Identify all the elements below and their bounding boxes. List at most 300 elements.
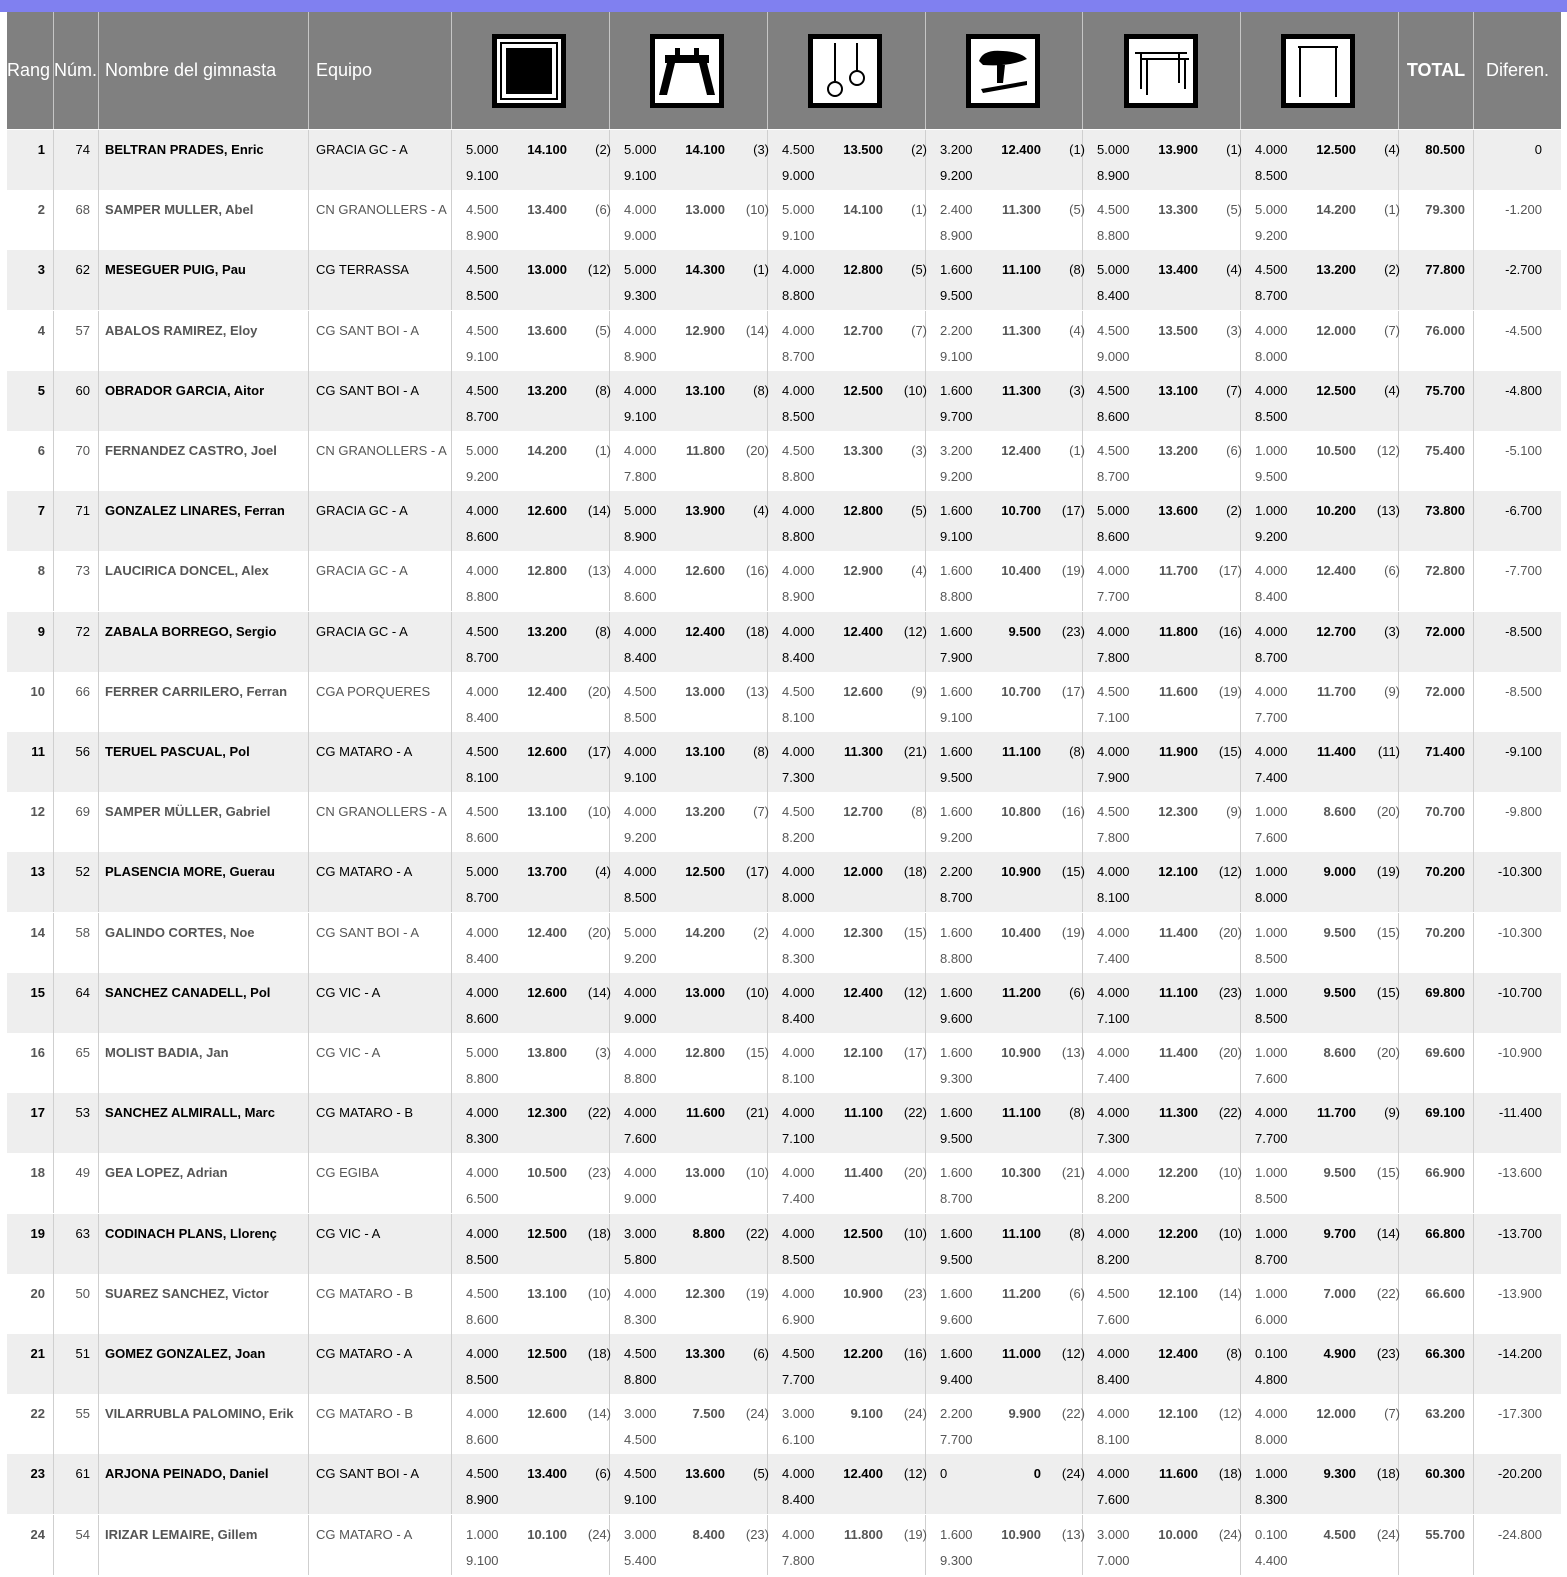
event-position: (8) (1069, 744, 1085, 759)
event-position: (1) (753, 262, 769, 278)
event-position: (24) (903, 1406, 927, 1422)
column-divider (1240, 1454, 1241, 1514)
column-divider (53, 1153, 54, 1213)
event-score: 11.700 (1158, 563, 1198, 579)
header-divider (1082, 12, 1083, 129)
difference-cell: -17.300 (1497, 1406, 1542, 1422)
pommel-horse-icon (650, 34, 724, 108)
team-cell: CG MATARO - A (316, 744, 413, 759)
column-divider (925, 852, 926, 912)
difficulty-score: 1.600 (940, 1346, 973, 1361)
column-divider (609, 913, 610, 973)
event-position: (13) (1061, 1045, 1085, 1060)
difficulty-score: 4.000 (1097, 1406, 1130, 1422)
rank-cell: 22 (30, 1406, 45, 1422)
column-divider (767, 1214, 768, 1274)
execution-score: 7.800 (1097, 649, 1130, 665)
number-cell: 62 (75, 262, 90, 278)
column-divider (98, 852, 99, 912)
table-row (7, 1394, 1561, 1454)
execution-score: 8.900 (466, 228, 499, 244)
event-position: (18) (587, 1225, 611, 1241)
event-position: (6) (1226, 443, 1242, 458)
event-score: 12.100 (1158, 1406, 1198, 1422)
difficulty-score: 5.000 (466, 443, 499, 458)
rank-cell: 20 (30, 1285, 45, 1301)
difficulty-score: 4.000 (1097, 1165, 1130, 1181)
event-score: 13.300 (685, 1346, 725, 1361)
event-score: 13.600 (527, 322, 567, 338)
execution-score: 4.800 (1255, 1372, 1288, 1387)
difficulty-score: 4.000 (624, 1045, 657, 1060)
gymnast-name-cell: CODINACH PLANS, Llorenç (105, 1225, 277, 1241)
difficulty-score: 4.500 (466, 623, 499, 639)
event-position: (14) (1376, 1225, 1400, 1241)
event-position: (8) (1069, 1105, 1085, 1121)
execution-score: 8.500 (624, 890, 657, 906)
total-score-cell: 70.200 (1425, 864, 1465, 880)
column-divider (609, 1093, 610, 1153)
event-position: (24) (1218, 1526, 1242, 1542)
rank-cell: 11 (31, 744, 45, 759)
difference-cell: -9.800 (1505, 804, 1542, 820)
difficulty-score: 4.000 (782, 1466, 815, 1482)
execution-score: 8.500 (782, 1251, 815, 1267)
event-position: (20) (1218, 924, 1242, 940)
execution-score: 7.300 (1097, 1131, 1130, 1147)
column-divider (98, 190, 99, 250)
gymnast-name-cell: OBRADOR GARCIA, Aitor (105, 382, 265, 398)
difficulty-score: 4.000 (1097, 1045, 1130, 1060)
event-score: 10.500 (527, 1165, 567, 1181)
column-divider (308, 1153, 309, 1213)
column-divider (1398, 1454, 1399, 1514)
event-score: 12.100 (1158, 864, 1198, 880)
column-divider (925, 1214, 926, 1274)
gymnast-name-cell: MOLIST BADIA, Jan (105, 1045, 229, 1060)
difficulty-score: 4.000 (1255, 1105, 1288, 1121)
execution-score: 7.600 (1255, 830, 1288, 846)
team-cell: CN GRANOLLERS - A (316, 804, 447, 820)
rank-cell: 1 (37, 142, 45, 157)
difficulty-score: 4.000 (624, 1165, 657, 1181)
column-divider (53, 130, 54, 190)
execution-score: 9.100 (940, 709, 973, 725)
event-position: (21) (745, 1105, 769, 1121)
execution-score: 8.000 (782, 890, 815, 906)
difference-cell: -13.600 (1497, 1165, 1542, 1181)
difficulty-score: 4.000 (1255, 142, 1288, 157)
event-position: (6) (595, 1466, 611, 1482)
event-position: (24) (1061, 1466, 1085, 1482)
event-position: (7) (1384, 322, 1400, 338)
event-score: 13.000 (685, 984, 725, 1000)
column-divider (451, 1515, 452, 1575)
event-score: 13.200 (1316, 262, 1356, 278)
difficulty-score: 4.500 (466, 262, 499, 278)
execution-score: 6.900 (782, 1311, 815, 1327)
difficulty-score: 1.600 (940, 503, 973, 519)
column-divider (1240, 1093, 1241, 1153)
column-divider (925, 431, 926, 491)
number-cell: 56 (75, 744, 90, 759)
column-divider (98, 612, 99, 672)
difficulty-score: 3.000 (782, 1406, 815, 1422)
team-cell: CG TERRASSA (316, 262, 409, 278)
number-cell: 53 (75, 1105, 90, 1121)
execution-score: 8.600 (624, 589, 657, 605)
event-score: 13.000 (685, 1165, 725, 1181)
execution-score: 8.400 (1255, 589, 1288, 605)
difference-cell: -10.300 (1497, 864, 1542, 880)
event-score: 12.000 (1316, 322, 1356, 338)
difficulty-score: 2.400 (940, 202, 973, 218)
event-score: 13.400 (527, 202, 567, 218)
column-divider (1240, 973, 1241, 1033)
event-position: (16) (1218, 623, 1242, 639)
difference-cell: -10.300 (1497, 924, 1542, 940)
execution-score: 9.100 (624, 168, 657, 183)
event-position: (3) (1069, 382, 1085, 398)
rank-cell: 2 (37, 202, 45, 218)
event-position: (15) (1376, 924, 1400, 940)
event-position: (2) (1384, 262, 1400, 278)
event-score: 12.500 (1316, 142, 1356, 157)
column-divider (1398, 1153, 1399, 1213)
event-score: 11.100 (843, 1105, 883, 1121)
column-divider (1082, 913, 1083, 973)
execution-score: 8.400 (466, 709, 499, 725)
execution-score: 7.700 (1255, 709, 1288, 725)
execution-score: 6.500 (466, 1191, 499, 1207)
column-divider (925, 491, 926, 551)
difference-cell: -13.900 (1497, 1285, 1542, 1301)
table-row (7, 1153, 1561, 1213)
event-score: 12.500 (843, 1225, 883, 1241)
event-score: 14.300 (685, 262, 725, 278)
column-divider (1082, 491, 1083, 551)
event-score: 12.900 (843, 563, 883, 579)
column-divider (925, 190, 926, 250)
event-position: (23) (587, 1165, 611, 1181)
event-score: 13.000 (527, 262, 567, 278)
execution-score: 8.700 (1255, 288, 1288, 304)
column-divider (609, 973, 610, 1033)
difficulty-score: 4.000 (624, 1285, 657, 1301)
column-divider (451, 371, 452, 431)
difficulty-score: 1.000 (1255, 804, 1288, 820)
column-divider (1082, 1334, 1083, 1394)
total-score-cell: 73.800 (1425, 503, 1465, 519)
difficulty-score: 3.000 (1097, 1526, 1130, 1542)
team-cell: CG SANT BOI - A (316, 924, 420, 940)
table-row (7, 1515, 1561, 1575)
event-position: (23) (903, 1285, 927, 1301)
event-position: (4) (1069, 322, 1085, 338)
difficulty-score: 4.000 (624, 984, 657, 1000)
execution-score: 8.100 (1097, 1432, 1130, 1448)
event-position: (4) (1384, 142, 1400, 157)
event-score: 13.300 (1158, 202, 1198, 218)
difficulty-score: 5.000 (782, 202, 815, 218)
column-divider (1398, 1334, 1399, 1394)
column-divider (1240, 311, 1241, 371)
column-divider (1240, 371, 1241, 431)
event-score: 12.400 (1001, 142, 1041, 157)
event-score: 13.600 (685, 1466, 725, 1482)
difficulty-score: 4.000 (624, 563, 657, 579)
gymnast-name-cell: SAMPER MULLER, Abel (105, 202, 254, 218)
event-position: (19) (1061, 924, 1085, 940)
event-score: 10.400 (1001, 563, 1041, 579)
column-divider (767, 431, 768, 491)
rank-cell: 18 (30, 1165, 45, 1181)
gymnast-name-cell: BELTRAN PRADES, Enric (105, 142, 264, 157)
event-position: (16) (903, 1346, 927, 1361)
difficulty-score: 1.600 (940, 984, 973, 1000)
header-divider (925, 12, 926, 129)
column-divider (767, 1153, 768, 1213)
difficulty-score: 4.000 (624, 744, 657, 759)
column-divider (767, 1033, 768, 1093)
number-cell: 68 (75, 202, 90, 218)
column-divider (609, 1274, 610, 1334)
event-position: (22) (903, 1105, 927, 1121)
difficulty-score: 5.000 (624, 924, 657, 940)
team-cell: CGA PORQUERES (316, 683, 431, 699)
column-divider (1398, 431, 1399, 491)
column-divider (925, 1394, 926, 1454)
difficulty-score: 4.000 (466, 924, 499, 940)
event-position: (3) (753, 142, 769, 157)
event-score: 11.200 (1001, 1285, 1041, 1301)
column-divider (451, 1093, 452, 1153)
difficulty-score: 4.000 (624, 322, 657, 338)
difficulty-score: 5.000 (466, 864, 499, 880)
event-position: (10) (903, 382, 927, 398)
column-divider (767, 913, 768, 973)
execution-score: 8.300 (624, 1311, 657, 1327)
column-divider (1082, 1274, 1083, 1334)
event-score: 10.900 (1001, 1045, 1041, 1060)
team-cell: CG MATARO - B (316, 1406, 414, 1422)
event-position: (18) (587, 1346, 611, 1361)
table-row (7, 672, 1561, 732)
event-position: (10) (745, 202, 769, 218)
rank-cell: 9 (37, 623, 45, 639)
event-position: (11) (1377, 744, 1400, 759)
column-divider (1473, 973, 1474, 1033)
column-divider (98, 1214, 99, 1274)
team-cell: CG MATARO - B (316, 1285, 414, 1301)
difficulty-score: 4.000 (1097, 1225, 1130, 1241)
table-row (7, 371, 1561, 431)
event-position: (4) (595, 864, 611, 880)
number-cell: 69 (75, 804, 90, 820)
difficulty-score: 4.000 (782, 382, 815, 398)
event-position: (5) (911, 503, 927, 519)
event-position: (22) (587, 1105, 611, 1121)
event-score: 12.800 (843, 262, 883, 278)
rank-cell: 6 (37, 443, 45, 458)
column-divider (1240, 130, 1241, 190)
column-divider (1398, 732, 1399, 792)
event-score: 14.100 (685, 142, 725, 157)
difficulty-score: 4.500 (782, 804, 815, 820)
event-position: (6) (1069, 984, 1085, 1000)
column-divider (53, 732, 54, 792)
execution-score: 8.800 (782, 469, 815, 484)
column-divider (609, 732, 610, 792)
difference-cell: -20.200 (1497, 1466, 1542, 1482)
column-divider (1473, 1153, 1474, 1213)
difficulty-score: 1.000 (1255, 1225, 1288, 1241)
column-divider (925, 1515, 926, 1575)
difficulty-score: 4.000 (624, 804, 657, 820)
rank-cell: 19 (30, 1225, 45, 1241)
gymnast-name-cell: SUAREZ SANCHEZ, Victor (105, 1285, 269, 1301)
column-divider (1082, 130, 1083, 190)
event-score: 12.300 (843, 924, 883, 940)
event-position: (8) (753, 382, 769, 398)
event-position: (20) (1218, 1045, 1242, 1060)
event-position: (6) (1069, 1285, 1085, 1301)
column-divider (1398, 973, 1399, 1033)
number-cell: 66 (75, 683, 90, 699)
column-divider (53, 973, 54, 1033)
difficulty-score: 4.000 (782, 1225, 815, 1241)
event-position: (5) (1069, 202, 1085, 218)
difference-cell: -4.800 (1505, 382, 1542, 398)
difficulty-score: 5.000 (624, 262, 657, 278)
execution-score: 9.200 (466, 469, 499, 484)
difficulty-score: 4.000 (782, 924, 815, 940)
gymnast-name-cell: VILARRUBLA PALOMINO, Erik (105, 1406, 294, 1422)
event-score: 13.000 (685, 683, 725, 699)
column-divider (308, 1214, 309, 1274)
header-divider (98, 12, 99, 129)
event-position: (24) (587, 1526, 611, 1542)
difficulty-score: 4.000 (782, 864, 815, 880)
event-position: (8) (911, 804, 927, 820)
column-divider (925, 792, 926, 852)
column-divider (1082, 551, 1083, 611)
execution-score: 9.100 (940, 348, 973, 364)
column-divider (925, 1454, 926, 1514)
execution-score: 8.800 (466, 1071, 499, 1086)
total-score-cell: 80.500 (1425, 142, 1465, 157)
difficulty-score: 4.000 (466, 1105, 499, 1121)
execution-score: 9.500 (940, 288, 973, 304)
execution-score: 8.600 (466, 529, 499, 545)
difficulty-score: 4.500 (782, 142, 815, 157)
event-score: 13.900 (1158, 142, 1198, 157)
event-score: 12.400 (1316, 563, 1356, 579)
column-divider (1473, 1274, 1474, 1334)
event-position: (4) (1384, 382, 1400, 398)
difference-cell: -2.700 (1505, 262, 1542, 278)
execution-score: 8.200 (1097, 1191, 1130, 1207)
event-score: 12.100 (843, 1045, 883, 1060)
table-row (7, 551, 1561, 611)
difficulty-score: 4.000 (624, 382, 657, 398)
column-divider (1082, 852, 1083, 912)
difficulty-score: 4.000 (466, 984, 499, 1000)
total-score-cell: 66.300 (1425, 1346, 1465, 1361)
table-row (7, 431, 1561, 491)
execution-score: 8.700 (1097, 469, 1130, 484)
table-row (7, 852, 1561, 912)
execution-score: 9.100 (624, 408, 657, 424)
column-divider (98, 431, 99, 491)
event-score: 10.700 (1001, 683, 1041, 699)
difficulty-score: 4.500 (624, 1346, 657, 1361)
event-score: 13.500 (1158, 322, 1198, 338)
number-cell: 54 (75, 1526, 90, 1542)
column-divider (451, 973, 452, 1033)
column-divider (1398, 250, 1399, 310)
team-cell: CG VIC - A (316, 1225, 381, 1241)
execution-score: 7.700 (1097, 589, 1130, 605)
header-divider (308, 12, 309, 129)
team-cell: GRACIA GC - A (316, 142, 408, 157)
horizontal-bar-icon (1281, 34, 1355, 108)
execution-score: 8.100 (1097, 890, 1130, 906)
event-score: 11.300 (1001, 322, 1041, 338)
column-divider (1473, 311, 1474, 371)
table-row (7, 913, 1561, 973)
event-score: 12.600 (843, 683, 883, 699)
column-divider (1398, 311, 1399, 371)
total-score-cell: 55.700 (1425, 1526, 1465, 1542)
column-divider (1240, 1274, 1241, 1334)
column-divider (1398, 371, 1399, 431)
table-row (7, 250, 1561, 310)
execution-score: 9.200 (940, 830, 973, 846)
column-divider (1398, 1093, 1399, 1153)
execution-score: 8.400 (624, 649, 657, 665)
difference-cell: -1.200 (1505, 202, 1542, 218)
event-position: (2) (1226, 503, 1242, 519)
event-position: (19) (1061, 563, 1085, 579)
event-position: (23) (1061, 623, 1085, 639)
difficulty-score: 4.000 (1097, 864, 1130, 880)
difficulty-score: 1.000 (1255, 1285, 1288, 1301)
gymnast-name-cell: FERNANDEZ CASTRO, Joel (105, 443, 277, 458)
event-position: (20) (1376, 1045, 1400, 1060)
difficulty-score: 3.200 (940, 443, 973, 458)
column-divider (98, 551, 99, 611)
event-position: (23) (745, 1526, 769, 1542)
column-divider (1473, 371, 1474, 431)
event-score: 12.200 (1158, 1225, 1198, 1241)
total-score-cell: 72.800 (1425, 563, 1465, 579)
event-position: (12) (903, 623, 927, 639)
total-score-cell: 66.600 (1425, 1285, 1465, 1301)
execution-score: 7.800 (624, 469, 657, 484)
event-position: (2) (911, 142, 927, 157)
execution-score: 7.400 (782, 1191, 815, 1207)
event-score: 14.100 (527, 142, 567, 157)
event-score: 10.800 (1001, 804, 1041, 820)
execution-score: 9.200 (1255, 228, 1288, 244)
event-position: (6) (595, 202, 611, 218)
execution-score: 9.000 (624, 1191, 657, 1207)
event-score: 4.900 (1323, 1346, 1356, 1361)
execution-score: 7.800 (782, 1552, 815, 1568)
event-position: (14) (1218, 1285, 1242, 1301)
event-score: 13.400 (527, 1466, 567, 1482)
